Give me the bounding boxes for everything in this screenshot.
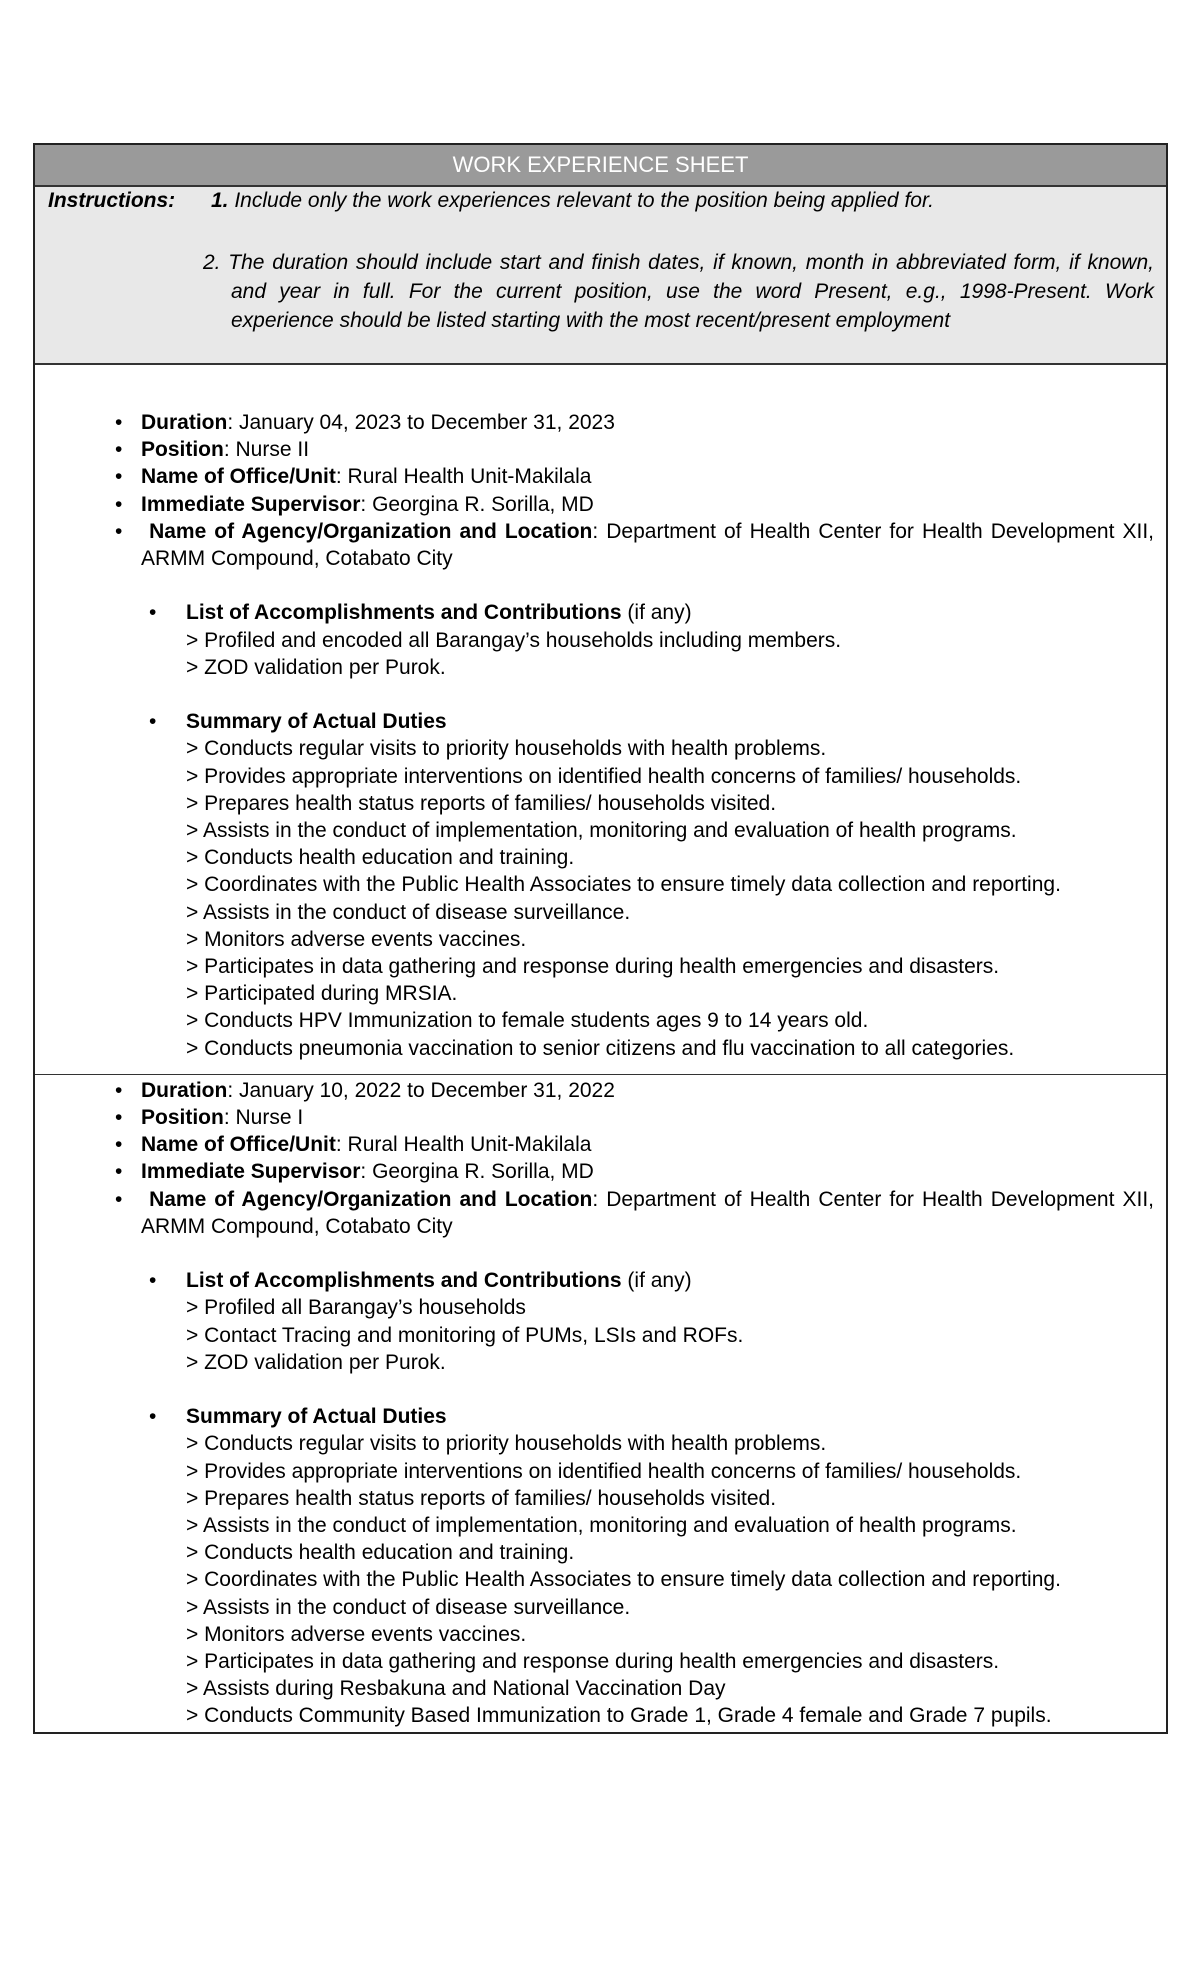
- field-label: Name of Office/Unit: [141, 1133, 336, 1157]
- duty-item: > Conducts pneumonia vaccination to senior citizens and flu vaccination to all categories.: [186, 1036, 1015, 1060]
- entry-field-duration: [35, 409, 1154, 436]
- entry-field-supervisor: [35, 491, 1154, 518]
- field-value: : Nurse I: [223, 1106, 304, 1130]
- instructions: [35, 187, 1166, 365]
- bullet-icon: •: [115, 465, 123, 489]
- bullet-icon: •: [115, 1078, 123, 1102]
- accomplishment-item: > ZOD validation per Purok.: [186, 655, 446, 679]
- entry-field-position: [35, 1104, 1154, 1131]
- duty-item: > Assists in the conduct of implementation, monitoring and evaluation of health programs.: [186, 819, 1017, 843]
- work-entry: [35, 365, 1166, 1075]
- entry-field-office: [35, 463, 1154, 490]
- accomplishment-item: > Profiled all Barangay’s households: [186, 1296, 526, 1320]
- duty-item: > Conducts HPV Immunization to female students ages 9 to 14 years old.: [186, 1009, 869, 1033]
- entry-field-supervisor: [35, 1158, 1154, 1185]
- duty-item: > Conducts Community Based Immunization to Grade 1, Grade 4 female and Grade 7 pupils.: [186, 1704, 1052, 1728]
- duty-item: > Prepares health status reports of families/ households visited.: [186, 1486, 777, 1510]
- field-label: Immediate Supervisor: [141, 1160, 361, 1184]
- duty-item: > Assists during Resbakuna and National Vaccination Day: [186, 1677, 726, 1701]
- field-label: Duration: [141, 1078, 228, 1102]
- duty-item: > Provides appropriate interventions on identified health concerns of families/ households.: [186, 1459, 1022, 1483]
- duty-item: > Conducts health education and training.: [186, 1541, 575, 1565]
- bullet-icon: •: [115, 1133, 123, 1157]
- field-value: : Georgina R. Sorilla, MD: [360, 1160, 594, 1184]
- duty-item: > Conducts regular visits to priority households with health problems.: [186, 1432, 827, 1456]
- bullet-icon: •: [115, 438, 123, 462]
- bullet-icon: •: [115, 1160, 123, 1184]
- duties-heading: Summary of Actual Duties: [186, 710, 447, 734]
- instruction-2: 2. The duration should include start and finish dates, if known, month in abbreviated form, if known, and year in full. For the current position, use the word Present, e.g., 1998-Present. Work experience should be listed starting with the most recent/present employment: [203, 251, 1154, 332]
- field-label: Duration: [141, 411, 228, 434]
- field-label: Immediate Supervisor: [141, 492, 361, 516]
- duty-item: > Coordinates with the Public Health Associates to ensure timely data collection and reporting.: [186, 1568, 1061, 1592]
- duties-heading: Summary of Actual Duties: [186, 1405, 447, 1429]
- field-label: Position: [141, 438, 224, 462]
- accomplishment-item: > Contact Tracing and monitoring of PUMs, LSIs and ROFs.: [186, 1323, 744, 1347]
- entry-field-duration: [35, 1077, 1154, 1104]
- field-value: : Department of Health Center for Health Development XII, ARMM Compound, Cotabato City: [141, 1187, 1154, 1238]
- bullet-icon: •: [115, 1187, 123, 1211]
- duty-item: > Coordinates with the Public Health Associates to ensure timely data collection and reporting.: [186, 873, 1061, 897]
- duty-item: > Prepares health status reports of families/ households visited.: [186, 791, 777, 815]
- accomplishments-note: (if any): [621, 1269, 692, 1293]
- instruction-1-text: Include only the work experiences relevant to the position being applied for.: [228, 189, 935, 212]
- work-experience-sheet: [33, 143, 1168, 1734]
- duty-item: > Provides appropriate interventions on identified health concerns of families/ households.: [186, 764, 1022, 788]
- duty-item: > Assists in the conduct of disease surveillance.: [186, 1595, 631, 1619]
- field-value: : January 10, 2022 to December 31, 2022: [227, 1078, 615, 1102]
- bullet-icon: •: [115, 1106, 123, 1130]
- entry-field-agency: [35, 518, 1154, 572]
- field-label: Name of Office/Unit: [141, 465, 336, 489]
- entry-field-position: [35, 436, 1154, 463]
- duty-item: > Monitors adverse events vaccines.: [186, 927, 527, 951]
- accomplishments-section: [35, 599, 1154, 681]
- accomplishments-note: (if any): [621, 601, 692, 625]
- duty-item: > Participates in data gathering and response during health emergencies and disasters.: [186, 1650, 1000, 1674]
- entry-field-office: [35, 1131, 1154, 1158]
- accomplishment-item: > ZOD validation per Purok.: [186, 1350, 446, 1374]
- duty-item: > Participated during MRSIA.: [186, 982, 458, 1006]
- instructions-label: Instructions:: [48, 189, 176, 212]
- bullet-icon: •: [115, 492, 123, 516]
- field-value: : Department of Health Center for Health Development XII, ARMM Compound, Cotabato City: [141, 519, 1154, 571]
- work-entry: [35, 1075, 1166, 1732]
- sheet-title: WORK EXPERIENCE SHEET: [35, 145, 1166, 187]
- duty-item: > Conducts health education and training.: [186, 846, 575, 870]
- field-value: : Rural Health Unit-Makilala: [335, 1133, 592, 1157]
- instruction-1: [211, 189, 934, 213]
- bullet-icon: •: [149, 601, 157, 625]
- accomplishment-item: > Profiled and encoded all Barangay’s households including members.: [186, 628, 842, 652]
- field-label: Name of Agency/Organization and Location: [149, 1187, 593, 1211]
- accomplishments-section: [35, 1267, 1154, 1376]
- duty-item: > Conducts regular visits to priority households with health problems.: [186, 737, 827, 761]
- bullet-icon: •: [115, 411, 123, 434]
- accomplishments-heading: List of Accomplishments and Contributions: [186, 1269, 622, 1293]
- bullet-icon: •: [149, 1269, 157, 1293]
- field-value: : Rural Health Unit-Makilala: [335, 465, 592, 489]
- field-value: : Georgina R. Sorilla, MD: [360, 492, 594, 516]
- field-label: Position: [141, 1106, 224, 1130]
- duty-item: > Assists in the conduct of implementation, monitoring and evaluation of health programs.: [186, 1514, 1017, 1538]
- field-value: : Nurse II: [223, 438, 310, 462]
- duty-item: > Assists in the conduct of disease surveillance.: [186, 900, 631, 924]
- duties-section: [35, 708, 1154, 1062]
- entry-field-agency: [35, 1186, 1154, 1240]
- instruction-1-number: 1.: [211, 189, 229, 212]
- field-value: : January 04, 2023 to December 31, 2023: [227, 411, 615, 434]
- accomplishments-heading: List of Accomplishments and Contributions: [186, 601, 622, 625]
- bullet-icon: •: [115, 519, 123, 543]
- duty-item: > Monitors adverse events vaccines.: [186, 1622, 527, 1646]
- bullet-icon: •: [149, 1405, 157, 1429]
- bullet-icon: •: [149, 710, 157, 734]
- field-label: Name of Agency/Organization and Location: [149, 519, 593, 543]
- duties-section: [35, 1403, 1154, 1729]
- duty-item: > Participates in data gathering and response during health emergencies and disasters.: [186, 955, 1000, 979]
